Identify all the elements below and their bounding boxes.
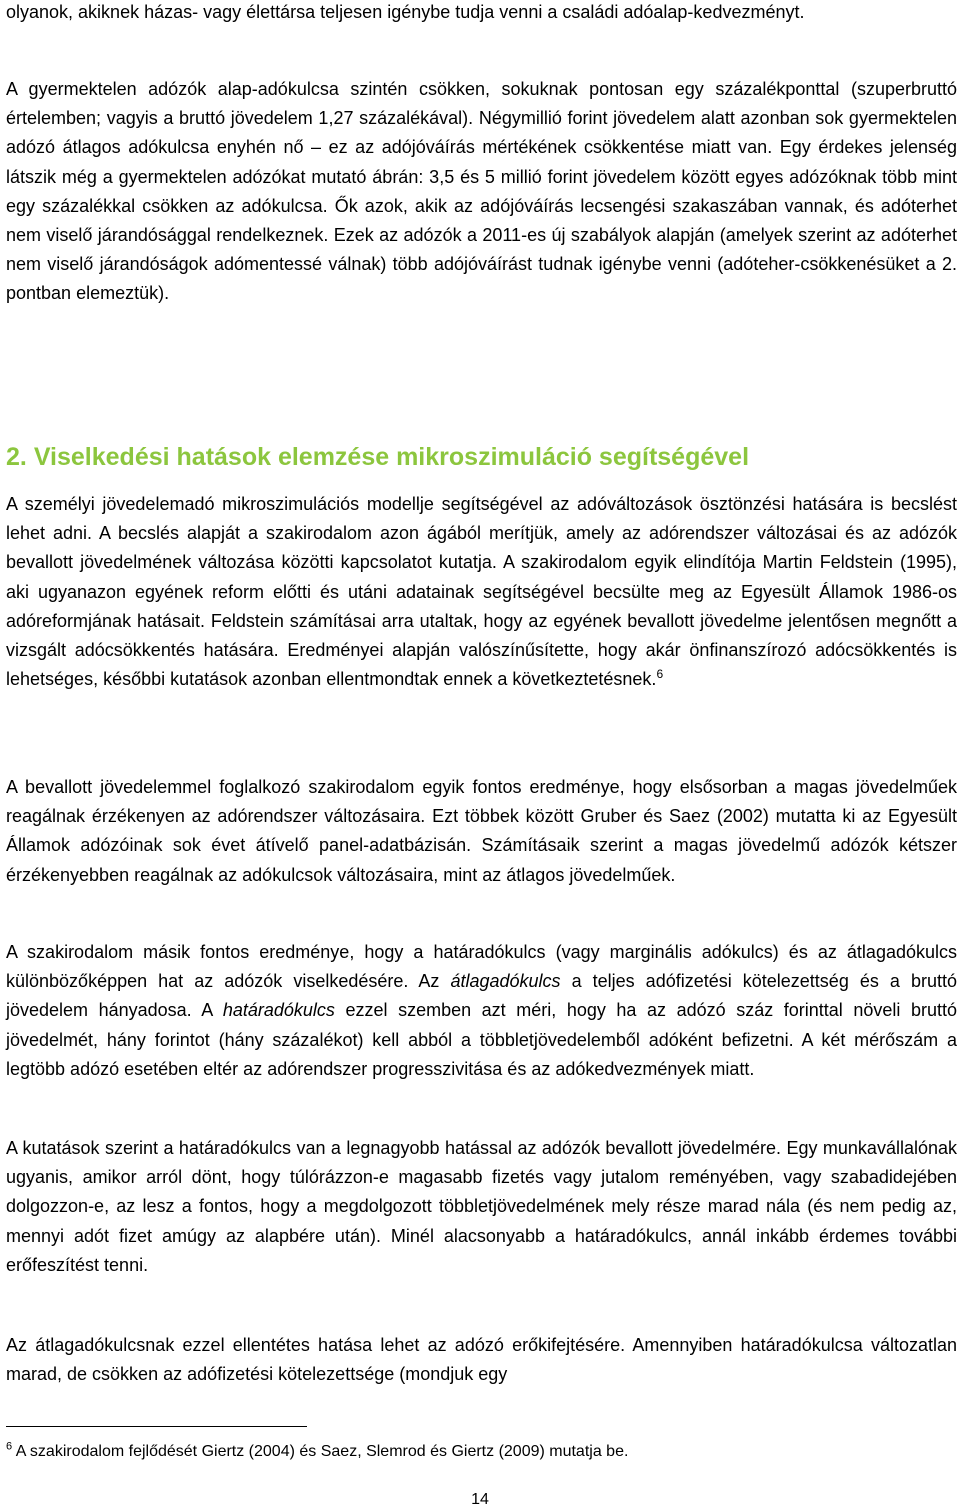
footnote-text: A szakirodalom fejlődését Giertz (2004) és Saez, Slemrod és Giertz (2009) mutatja be. [12,1443,629,1460]
footnote-separator [6,1426,307,1427]
footnote-marker: 6 [6,1440,13,1453]
paragraph-text: A szakirodalom másik fontos eredménye, hogy a határadókulcs (vagy marginális adókulcs) és az átlagadókulcs különbözőképpen hat az adózók viselkedésére. Az [6,942,957,992]
body-paragraph [6,490,957,694]
italic-term: átlagadókulcs [450,971,561,992]
body-paragraph: Az átlagadókulcsnak ezzel ellentétes hatása lehet az adózó erőkifejtésére. Amennyiben határadókulcsa változatlan marad, de csökken az adófizetési kötelezettsége (mondjuk egy [6,1335,957,1385]
paragraph-text: a teljes adófizetési kötelezettség és a bruttó jövedelem hányadosa. A [6,971,957,1021]
footnote-reference[interactable]: 6 [656,667,664,682]
section-number: 2. [6,443,27,471]
italic-term: határadókulcs [222,1000,335,1021]
body-paragraph: olyanok, akiknek házas- vagy élettársa teljesen igénybe tudja venni a családi adóalap-kedvezményt. [6,2,805,22]
page-number: 14 [471,1491,489,1508]
body-paragraph [6,938,957,1084]
section-heading [6,440,957,474]
footnote [6,1441,946,1463]
body-paragraph: A bevallott jövedelemmel foglalkozó szakirodalom egyik fontos eredménye, hogy elsősorban a magas jövedelműek reagálnak érzékenyen az adórendszer változásaira. Ezt többek között Gruber és Saez (2002) mutatta ki az Egyesült Államok adózóinak sok évet átívelő panel-adatbázisán. Számításaik szerint a magas jövedelmű adózók kétszer érzékenyebben reagálnak az adókulcsok változásaira, mint az átlagos jövedelműek. [6,777,957,885]
paragraph-text: ezzel szemben azt méri, hogy ha az adózó száz forinttal növeli bruttó jövedelmét, hány forintot (hány százalékot) kell abból a többletjövedelemből adóként befizetni. A két mérőszám a legtöbb adózó esetében eltér az adórendszer progresszivitása és az adókedvezmények miatt. [6,1000,957,1079]
body-paragraph: A gyermektelen adózók alap-adókulcsa szintén csökken, sokuknak pontosan egy százalékponttal (szuperbruttó értelemben; vagyis a bruttó jövedelem 1,27 százalékával). Négymillió forint jövedelem alatt azonban sok gyermektelen adózó átlagos adókulcsa enyhén nő – ez az adójóváírás mértékének csökkentése miatt van. Egy érdekes jelenség látszik még a gyermektelen adózókat mutató ábrán: 3,5 és 5 millió forint jövedelem között egyes adózóknak több mint egy százalékkal csökken az adókulcsa. Ők azok, akik az adójóváírás lecsengési szakaszában vannak, és adóterhet nem viselő járandósággal rendelkeznek. Ezek az adózók a 2011-es új szabályok alapján (amelyek szerint az adóterhet nem viselő járandóságok adómentessé válnak) több adójóváírást tudnak igénybe venni (adóteher-csökkenésüket a 2. pontban elemeztük). [6,79,957,304]
paragraph-text: A személyi jövedelemadó mikroszimulációs modellje segítségével az adóváltozások ösztönzési hatására is becslést lehet adni. A becslés alapját a szakirodalom azon ágából merítjük, amely az adórendszer változásai és az adózók bevallott jövedelmének változása közötti kapcsolatot kutatja. A szakirodalom egyik elindítója Martin Feldstein (1995), aki ugyanazon egyének reform előtti és utáni adatainak segítségével becsülte meg az Egyesült Államok 1986-os adóreformjának hatásait. Feldstein számításai arra utaltak, hogy az egyének bevallott jövedelme jelentősen megnőtt a vizsgált adócsökkentés hatására. Eredményei alapján valószínűsítette, hogy akár önfinanszírozó adócsökkentés is lehetséges, későbbi kutatások azonban ellentmondtak ennek a következtetésnek. [6,494,957,690]
section-title: Viselkedési hatások elemzése mikroszimuláció segítségével [33,443,750,471]
body-paragraph: A kutatások szerint a határadókulcs van a legnagyobb hatással az adózók bevallott jövedelmére. Egy munkavállalónak ugyanis, amikor arról dönt, hogy túlórázzon-e magasabb fizetés vagy jutalom reményében, vagy szabadidejében dolgozzon-e, az lesz a fontos, hogy a megdolgozott többletjövedelmének mely része marad nála (és nem pedig az, mennyi adót fizet amúgy az alapbére után). Minél alacsonyabb a határadókulcs, annál inkább érdemes további erőfeszítést tenni. [6,1138,957,1275]
